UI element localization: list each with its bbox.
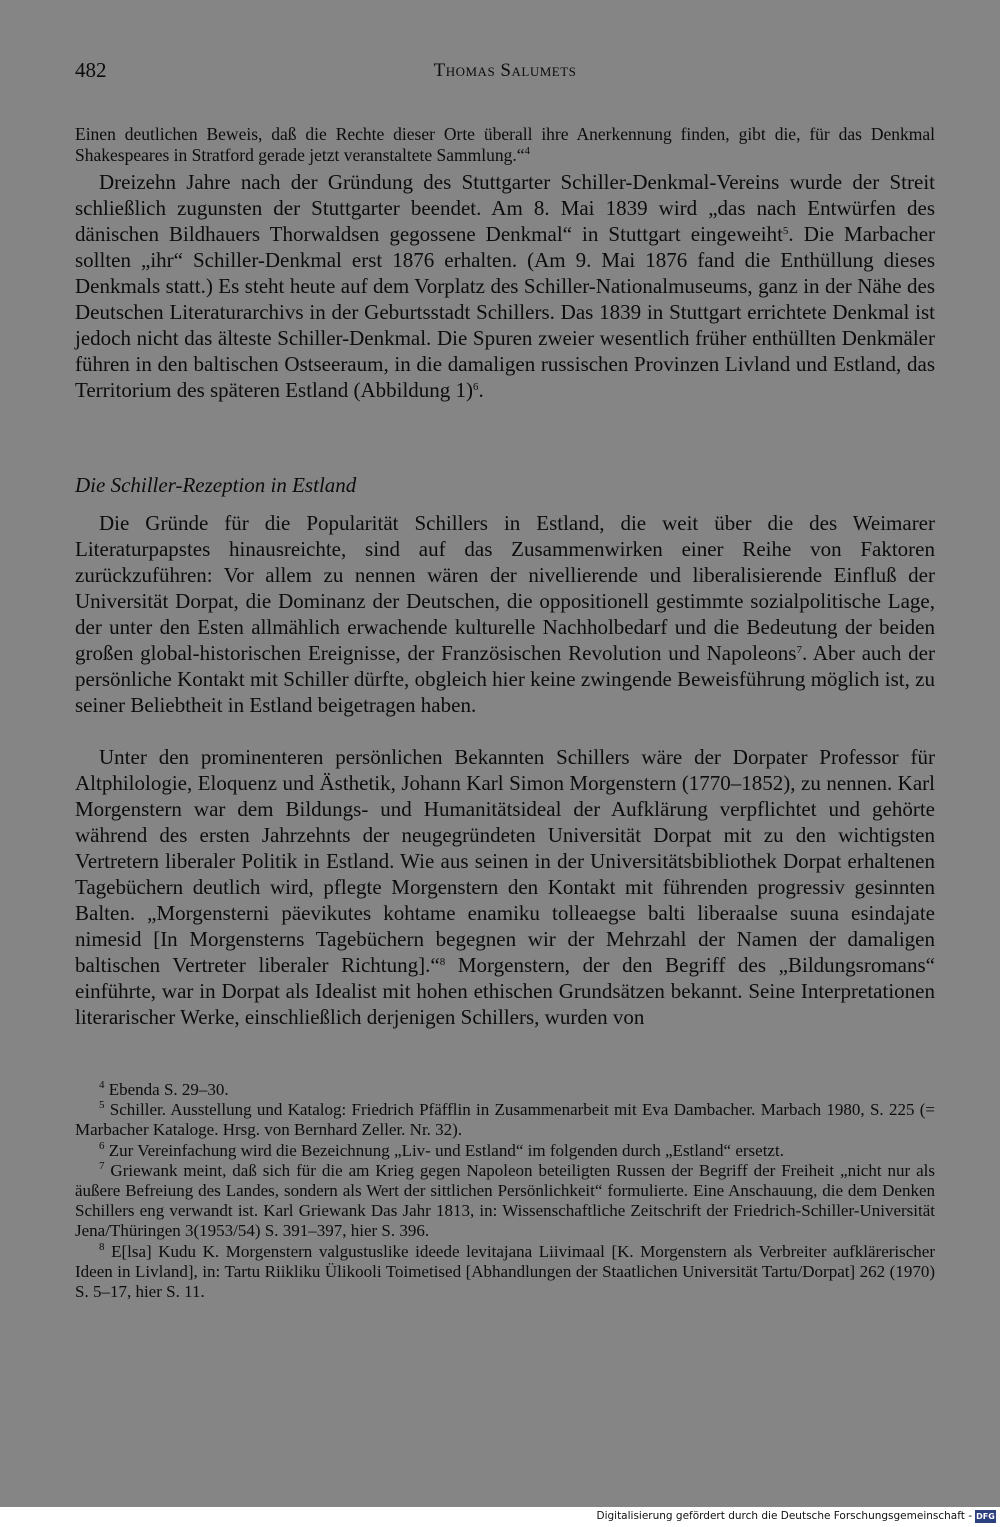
paragraph-2 — [75, 510, 935, 718]
footnote-number: 4 — [99, 1079, 105, 1091]
page-header — [75, 58, 935, 88]
page-number: 482 — [75, 58, 107, 82]
footnote-5 — [75, 1100, 935, 1140]
text-run: Morgenstern, der den Begriff des „Bildungsromans“ einführte, war in Dorpat als Idealist mit hohen ethischen Grundsätzen bekannt. Seine Interpretationen literarischer Werke, einschließlich derjenigen Schillers, wurden von — [75, 953, 935, 1029]
footnote-number: 7 — [99, 1159, 105, 1172]
footer-bar — [0, 1507, 1000, 1527]
digitization-credit: Digitalisierung gefördert durch die Deutsche Forschungsgemeinschaft - — [596, 1510, 972, 1522]
footnote-ref: 8 — [439, 956, 446, 968]
intro-quote-body: Einen deutlichen Beweis, daß die Rechte dieser Orte überall ihre Anerkennung finden, gibt die, für das Denkmal Shakespeares in Stratford gerade jetzt veranstaltete Sammlung.“ — [75, 124, 935, 165]
running-head: Thomas Salumets — [433, 60, 577, 81]
footnote-ref: 6 — [473, 381, 479, 393]
section-heading: Die Schiller-Rezeption in Estland — [75, 473, 357, 497]
footnote-number: 8 — [99, 1240, 105, 1253]
footnotes — [75, 1080, 935, 1302]
footnote-text: E[lsa] Kudu K. Morgenstern valgustuslike ideede levitajana Liivimaal [K. Morgenstern als Verbreiter aufklärerischer Ideen in Livland], in: Tartu Riikliku Ülikooli Toimetised [Abhandlungen der Staatlichen Universität Tartu/Dorpat] 262 (1970) S. 5–17, hier S. 11. — [75, 1241, 935, 1302]
text-run: Die Gründe für die Popularität Schillers in Estland, die weit über die des Weimarer Literaturpapstes hinausreichte, sind auf das Zusammenwirken einer Reihe von Faktoren zurückzuführen: Vor allem zu nennen wären der nivellierende und liberalisierende Einfluß der Universität Dorpat, die Dominanz der Deutschen, die oppositionell gestimmte sozialpolitische Lage, der unter den Esten allmählich erwachende kulturelle Nachholbedarf und die Bedeutung der beiden großen global-historischen Ereignisse, der Französischen Revolution und Napoleons — [75, 511, 935, 665]
dfg-logo: DFG — [976, 1512, 995, 1521]
footnote-number: 5 — [99, 1099, 105, 1112]
footnote-ref: 4 — [524, 144, 530, 157]
paragraph-3 — [75, 744, 935, 1030]
intro-quote — [75, 124, 935, 165]
section-heading-block — [75, 472, 935, 498]
footnote-text: Griewank meint, daß sich für die am Krieg gegen Napoleon beteiligten Russen der Begriff der Freiheit „nicht nur als äußere Befreiung des Landes, sondern als Wert der sittlichen Persönlichkeit“ formulierte. Eine Anschauung, die dem Denken Schillers eng verwandt ist. Karl Griewank Das Jahr 1813, in: Wissenschaftliche Zeitschrift der Friedrich-Schiller-Universität Jena/Thüringen 3(1953/54) S. 391–397, hier S. 396. — [75, 1160, 935, 1241]
footnote-6 — [75, 1141, 935, 1161]
footnote-7 — [75, 1161, 935, 1242]
footnote-8 — [75, 1242, 935, 1303]
text-run: Dreizehn Jahre nach der Gründung des Stuttgarter Schiller-Denkmal-Vereins wurde der Streit schließlich zugunsten der Stuttgarter beendet. Am 8. Mai 1839 wird „das nach Entwürfen des dänischen Bildhauers Thorwaldsen gegossene Denkmal“ in Stuttgart eingeweiht — [75, 170, 935, 246]
footnote-text: Zur Vereinfachung wird die Bezeichnung „Liv- und Estland“ im folgenden durch „Estland“ ersetzt. — [104, 1140, 784, 1160]
footnote-number: 6 — [99, 1139, 105, 1152]
text-run: Unter den prominenteren persönlichen Bekannten Schillers wäre der Dorpater Professor für Altphilologie, Eloquenz und Ästhetik, Johann Karl Simon Morgenstern (1770–1852), zu nennen. Karl Morgenstern war dem Bildungs- und Humanitätsideal der Aufklärung verpflichtet und gehörte während des ersten Jahrzehnts der neugegründeten Universität Dorpat mit zu den wichtigsten Vertretern liberaler Politik in Estland. Wie aus seinen in der Universitätsbibliothek Dorpat erhaltenen Tagebüchern deutlich wird, pflegte Morgenstern den Kontakt mit führenden progressiv gesinnten Balten. „Morgensterni päevikutes kohtame enamiku tolleaegse balti liberaalse suuna esindajate nimesid [In Morgensterns Tagebüchern begegnen wir der Mehrzahl der Namen der damaligen baltischen Vertreter liberaler Richtung].“ — [75, 745, 935, 977]
text-run: . — [478, 378, 484, 402]
footnote-ref: 5 — [782, 225, 789, 237]
text-run: . Die Marbacher sollten „ihr“ Schiller-Denkmal erst 1876 erhalten. (Am 9. Mai 1876 fand die Enthüllung dieses Denkmals statt.) Es steht heute auf dem Vorplatz des Schiller-Nationalmuseums, ganz in der Nähe des Deutschen Literaturarchivs in der Geburtsstadt Schillers. Das 1839 in Stuttgart errichtete Denkmal ist jedoch nicht das älteste Schiller-Denkmal. Die Spuren zweier wesentlich früher enthüllten Denkmäler führen in den baltischen Ostseeraum, in die damaligen russischen Provinzen Livland und Estland, das Territorium des späteren Estland (Abbildung 1) — [75, 222, 936, 402]
footnote-4 — [75, 1080, 935, 1100]
text-run: . Aber auch der persönliche Kontakt mit Schiller dürfte, obgleich hier keine zwingende Beweisführung möglich ist, zu seiner Beliebtheit in Estland beigetragen haben. — [75, 641, 935, 717]
paragraph-1 — [75, 169, 935, 403]
footnote-ref: 7 — [796, 644, 802, 656]
paragraph-text — [75, 510, 935, 718]
footnote-text: Schiller. Ausstellung und Katalog: Friedrich Pfäfflin in Zusammenarbeit mit Eva Dambacher. Marbach 1980, S. 225 (= Marbacher Kataloge. Hrsg. von Bernhard Zeller. Nr. 32). — [75, 1100, 935, 1140]
footnote-text: Ebenda S. 29–30. — [104, 1080, 229, 1099]
paragraph-text — [75, 744, 935, 1030]
intro-quote-text — [75, 124, 935, 165]
paragraph-text — [75, 169, 935, 403]
